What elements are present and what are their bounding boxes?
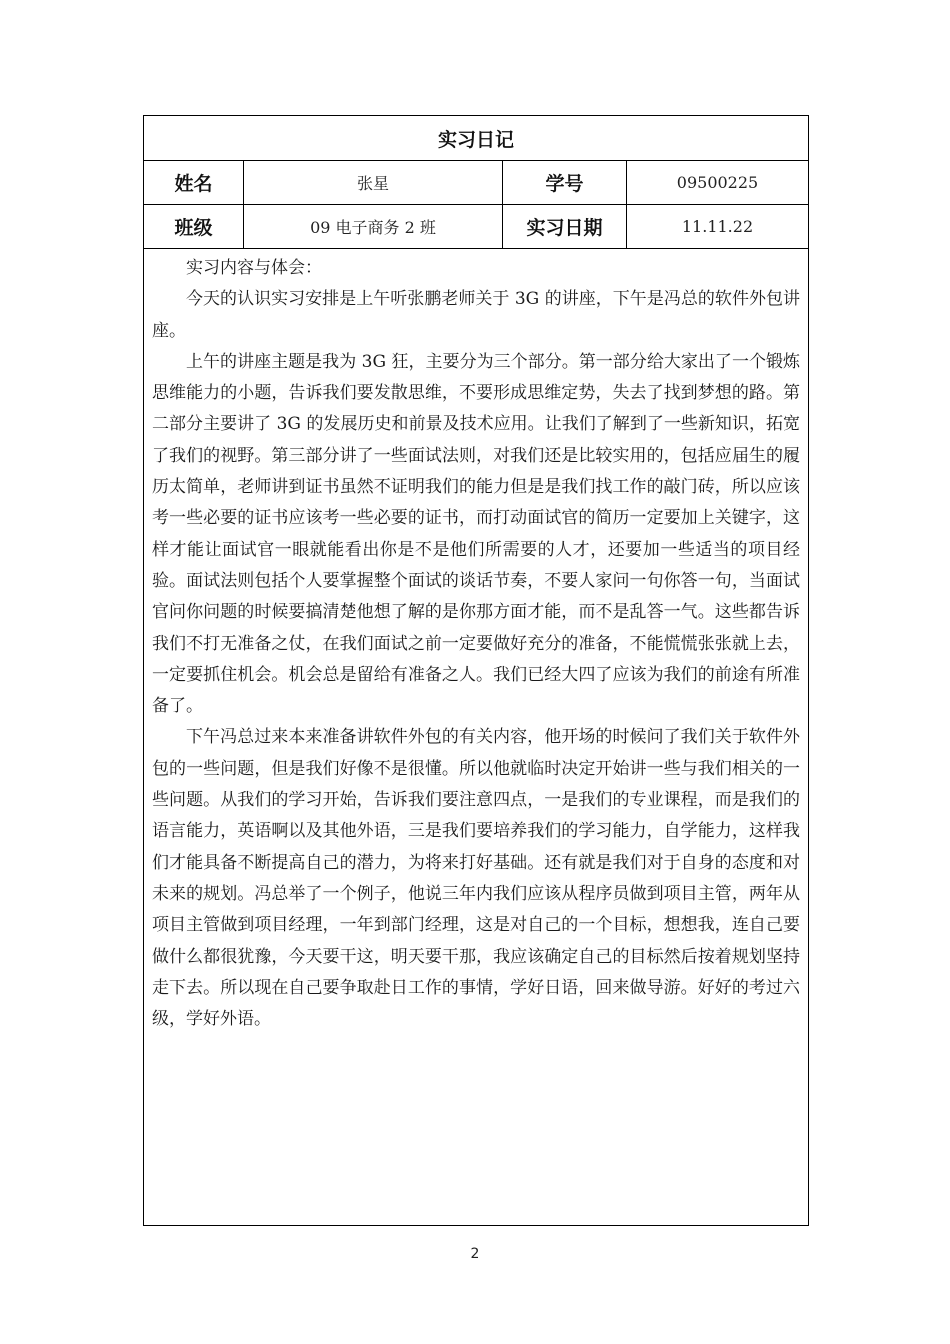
diary-table xyxy=(143,115,809,1226)
content-cell xyxy=(144,249,809,1226)
class-label: 班级 xyxy=(144,205,244,249)
content-paragraph-3: 下午冯总过来本来准备讲软件外包的有关内容，他开场的时候问了我们关于软件外包的一些问题，但是我们好像不是很懂。所以他就临时决定开始讲一些与我们相关的一些问题。从我们的学习开始，告诉我们要注意四点，一是我们的专业课程，而是我们的语言能力，英语啊以及其他外语，三是我们要培养我们的学习能力，自学能力，这样我们才能具备不断提高自己的潜力，为将来打好基础。还有就是我们对于自身的态度和对未来的规划。冯总举了一个例子，他说三年内我们应该从程序员做到项目主管，两年从项目主管做到项目经理，一年到部门经理，这是对自己的一个目标，想想我，连自己要做什么都很犹豫，今天要干这，明天要干那，我应该确定自己的目标然后按着规划坚持走下去。所以现在自己要争取赴日工作的事情，学好日语，回来做导游。好好的考过六级，学好外语。 xyxy=(152,727,801,1030)
content-paragraph-2: 上午的讲座主题是我为 3G 狂，主要分为三个部分。第一部分给大家出了一个锻炼思维能力的小题，告诉我们要发散思维，不要形成思维定势，失去了找到梦想的路。第二部分主要讲了 3G 的发展历史和前景及技术应用。让我们了解到了一些新知识，拓宽了我们的视野。第三部分讲了一些面试法则，对我们还是比较实用的，包括应届生的履历太简单，老师讲到证书虽然不证明我们的能力但是是我们找工作的敲门砖，所以应该考一些必要的证书应该考一些必要的证书，而打动面试官的简历一定要加上关键字，这样才能让面试官一眼就能看出你是不是他们所需要的人才，还要加一些适当的项目经验。面试法则包括个人要掌握整个面试的谈话节奏，不要人家问一句你答一句，当面试官问你问题的时候要搞清楚他想了解的是你那方面才能，而不是乱答一气。这些都告诉我们不打无准备之仗，在我们面试之前一定要做好充分的准备，不能慌慌张张就上去，一定要抓住机会。机会总是留给有准备之人。我们已经大四了应该为我们的前途有所准备了。 xyxy=(152,351,801,717)
name-value: 张星 xyxy=(244,161,503,205)
content-heading: 实习内容与体会： xyxy=(186,258,322,278)
student-id-value: 09500225 xyxy=(627,161,809,205)
content-row xyxy=(144,249,809,1226)
info-row-class xyxy=(144,205,809,249)
title-row xyxy=(144,116,809,161)
date-value: 11.11.22 xyxy=(627,205,809,249)
diary-title: 实习日记 xyxy=(144,116,809,161)
info-row-name xyxy=(144,161,809,205)
student-id-label: 学号 xyxy=(503,161,627,205)
page-number: 2 xyxy=(470,1246,480,1262)
date-label: 实习日期 xyxy=(503,205,627,249)
content-paragraph-1: 今天的认识实习安排是上午听张鹏老师关于 3G 的讲座，下午是冯总的软件外包讲座。 xyxy=(152,289,801,341)
class-value: 09 电子商务 2 班 xyxy=(244,205,503,249)
name-label: 姓名 xyxy=(144,161,244,205)
